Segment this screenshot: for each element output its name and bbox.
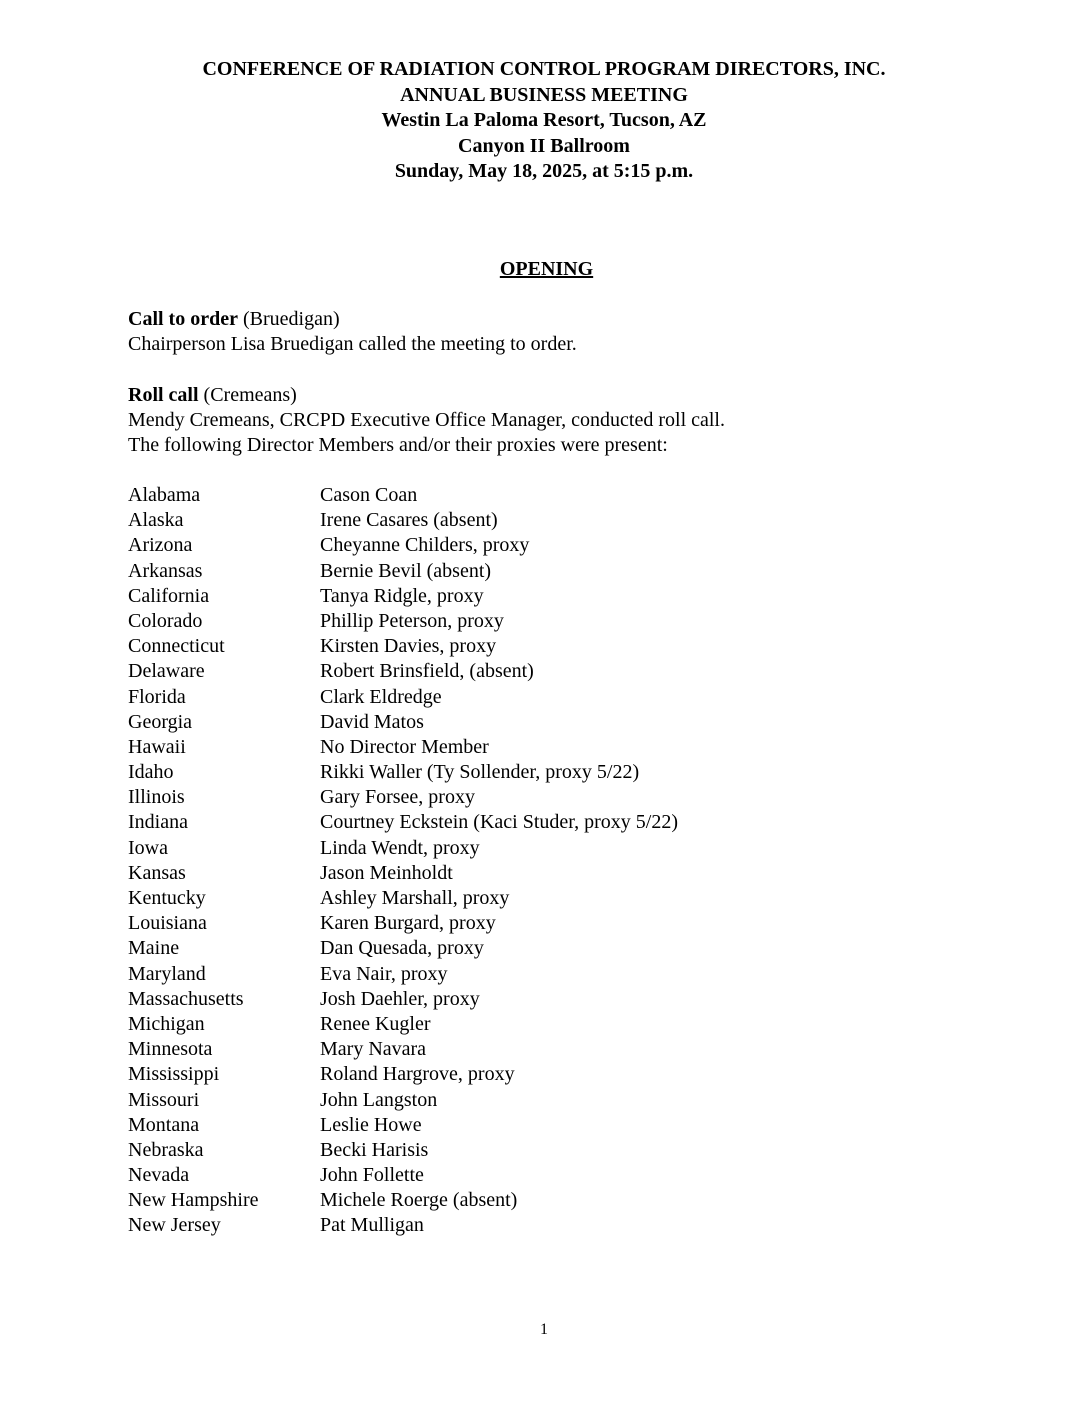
- roll-row: [128, 1012, 1008, 1037]
- roll-row: [128, 810, 1008, 835]
- roll-member: Karen Burgard, proxy: [320, 912, 496, 935]
- roll-row: [128, 1188, 1008, 1213]
- roll-state: Louisiana: [128, 912, 207, 935]
- roll-row: [128, 886, 1008, 911]
- roll-state: New Jersey: [128, 1214, 221, 1237]
- roll-member: Ashley Marshall, proxy: [320, 887, 510, 909]
- roll-state: Nebraska: [128, 1138, 204, 1161]
- roll-member: Dan Quesada, proxy: [320, 937, 484, 960]
- roll-row: [128, 508, 1008, 533]
- roll-state: Idaho: [128, 761, 174, 784]
- roll-row: [128, 559, 1008, 584]
- roll-state: Arizona: [128, 534, 193, 557]
- call-to-order-block: [128, 307, 1028, 357]
- roll-row: [128, 584, 1008, 609]
- roll-member: No Director Member: [320, 735, 489, 758]
- roll-state: Hawaii: [128, 735, 186, 758]
- roll-state: Kentucky: [128, 887, 206, 909]
- roll-state: Missouri: [128, 1088, 200, 1111]
- roll-state: Colorado: [128, 609, 203, 632]
- roll-row: [128, 861, 1008, 886]
- roll-state: Minnesota: [128, 1038, 213, 1061]
- roll-state: Delaware: [128, 660, 205, 683]
- roll-row: [128, 1088, 1008, 1113]
- roll-member: Pat Mulligan: [320, 1214, 424, 1237]
- roll-member: John Follette: [320, 1164, 424, 1187]
- roll-member: Cason Coan: [320, 484, 418, 506]
- roll-call-text-1: Mendy Cremeans, CRCPD Executive Office Manager, conducted roll call.: [128, 409, 725, 432]
- meeting-date: Sunday, May 18, 2025, at 5:15 p.m.: [394, 160, 694, 183]
- roll-row: [128, 1213, 1008, 1238]
- org-name: CONFERENCE OF RADIATION CONTROL PROGRAM DIRECTORS, INC.: [202, 58, 886, 80]
- roll-row: [128, 836, 1008, 861]
- roll-row: [128, 1113, 1008, 1138]
- roll-row: [128, 483, 1008, 508]
- roll-row: [128, 1138, 1008, 1163]
- roll-row: [128, 1163, 1008, 1188]
- roll-row: [128, 609, 1008, 634]
- roll-member: Robert Brinsfield, (absent): [320, 660, 534, 683]
- roll-state: Iowa: [128, 836, 168, 859]
- roll-state: Massachusetts: [128, 987, 244, 1010]
- roll-state: Maryland: [128, 962, 206, 985]
- roll-row: [128, 1037, 1008, 1062]
- roll-state: Indiana: [128, 811, 188, 834]
- roll-call-heading: Roll call: [128, 384, 199, 406]
- roll-member: Eva Nair, proxy: [320, 962, 448, 985]
- roll-state: Georgia: [128, 710, 193, 733]
- roll-state: New Hampshire: [128, 1189, 259, 1212]
- roll-member: John Langston: [320, 1088, 438, 1111]
- roll-row: [128, 634, 1008, 659]
- section-title-opening: OPENING: [499, 258, 594, 280]
- roll-member: Jason Meinholdt: [320, 861, 453, 884]
- roll-member: Renee Kugler: [320, 1012, 431, 1035]
- roll-call-text-2: The following Director Members and/or their proxies were present:: [128, 434, 668, 457]
- roll-row: [128, 962, 1008, 987]
- roll-state: Alabama: [128, 484, 201, 506]
- call-to-order-heading-line: [128, 307, 1028, 332]
- roll-member: Phillip Peterson, proxy: [320, 609, 504, 632]
- roll-state: Michigan: [128, 1012, 205, 1035]
- roll-state: Mississippi: [128, 1063, 220, 1086]
- roll-member: Mary Navara: [320, 1038, 427, 1061]
- roll-row: [128, 533, 1008, 558]
- roll-row: [128, 710, 1008, 735]
- meeting-title: ANNUAL BUSINESS MEETING: [400, 83, 688, 106]
- roll-member: David Matos: [320, 710, 424, 733]
- roll-row: [128, 659, 1008, 684]
- roll-call-person: (Cremeans): [198, 384, 297, 406]
- roll-row: [128, 735, 1008, 760]
- roll-call-block: [128, 383, 1028, 459]
- roll-row: [128, 785, 1008, 810]
- roll-state: Nevada: [128, 1164, 190, 1187]
- roll-state: Alaska: [128, 509, 184, 532]
- roll-state: Montana: [128, 1113, 200, 1136]
- call-to-order-person: (Bruedigan): [237, 308, 340, 330]
- roll-member: Irene Casares (absent): [320, 509, 498, 532]
- roll-member: Rikki Waller (Ty Sollender, proxy 5/22): [320, 761, 640, 784]
- roll-member: Gary Forsee, proxy: [320, 786, 475, 809]
- roll-member: Roland Hargrove, proxy: [320, 1063, 515, 1086]
- roll-row: [128, 987, 1008, 1012]
- page-number: 1: [540, 1321, 548, 1338]
- roll-call-list: [128, 483, 1008, 1239]
- roll-state: Kansas: [128, 861, 186, 884]
- roll-member: Linda Wendt, proxy: [320, 836, 480, 859]
- meeting-venue: Westin La Paloma Resort, Tucson, AZ: [381, 109, 707, 132]
- meeting-room: Canyon II Ballroom: [458, 134, 630, 157]
- roll-member: Clark Eldredge: [320, 685, 442, 708]
- roll-row: [128, 760, 1008, 785]
- roll-state: California: [128, 584, 210, 607]
- roll-state: Arkansas: [128, 559, 203, 582]
- roll-row: [128, 911, 1008, 936]
- roll-member: Bernie Bevil (absent): [320, 559, 492, 582]
- roll-member: Josh Daehler, proxy: [320, 987, 480, 1010]
- roll-member: Kirsten Davies, proxy: [320, 635, 497, 658]
- roll-row: [128, 936, 1008, 961]
- document-header: [0, 57, 1088, 185]
- roll-member: Cheyanne Childers, proxy: [320, 534, 530, 557]
- roll-row: [128, 685, 1008, 710]
- roll-state: Connecticut: [128, 635, 225, 658]
- roll-state: Illinois: [128, 786, 185, 809]
- roll-state: Maine: [128, 937, 180, 960]
- roll-row: [128, 1062, 1008, 1087]
- call-to-order-heading: Call to order: [128, 308, 238, 330]
- call-to-order-text: Chairperson Lisa Bruedigan called the meeting to order.: [128, 333, 577, 356]
- roll-member: Michele Roerge (absent): [320, 1189, 518, 1212]
- roll-member: Tanya Ridgle, proxy: [320, 584, 484, 607]
- roll-member: Becki Harisis: [320, 1138, 429, 1161]
- roll-member: Leslie Howe: [320, 1113, 422, 1136]
- roll-member: Courtney Eckstein (Kaci Studer, proxy 5/22): [320, 811, 679, 834]
- roll-call-heading-line: [128, 383, 1028, 408]
- roll-state: Florida: [128, 685, 186, 708]
